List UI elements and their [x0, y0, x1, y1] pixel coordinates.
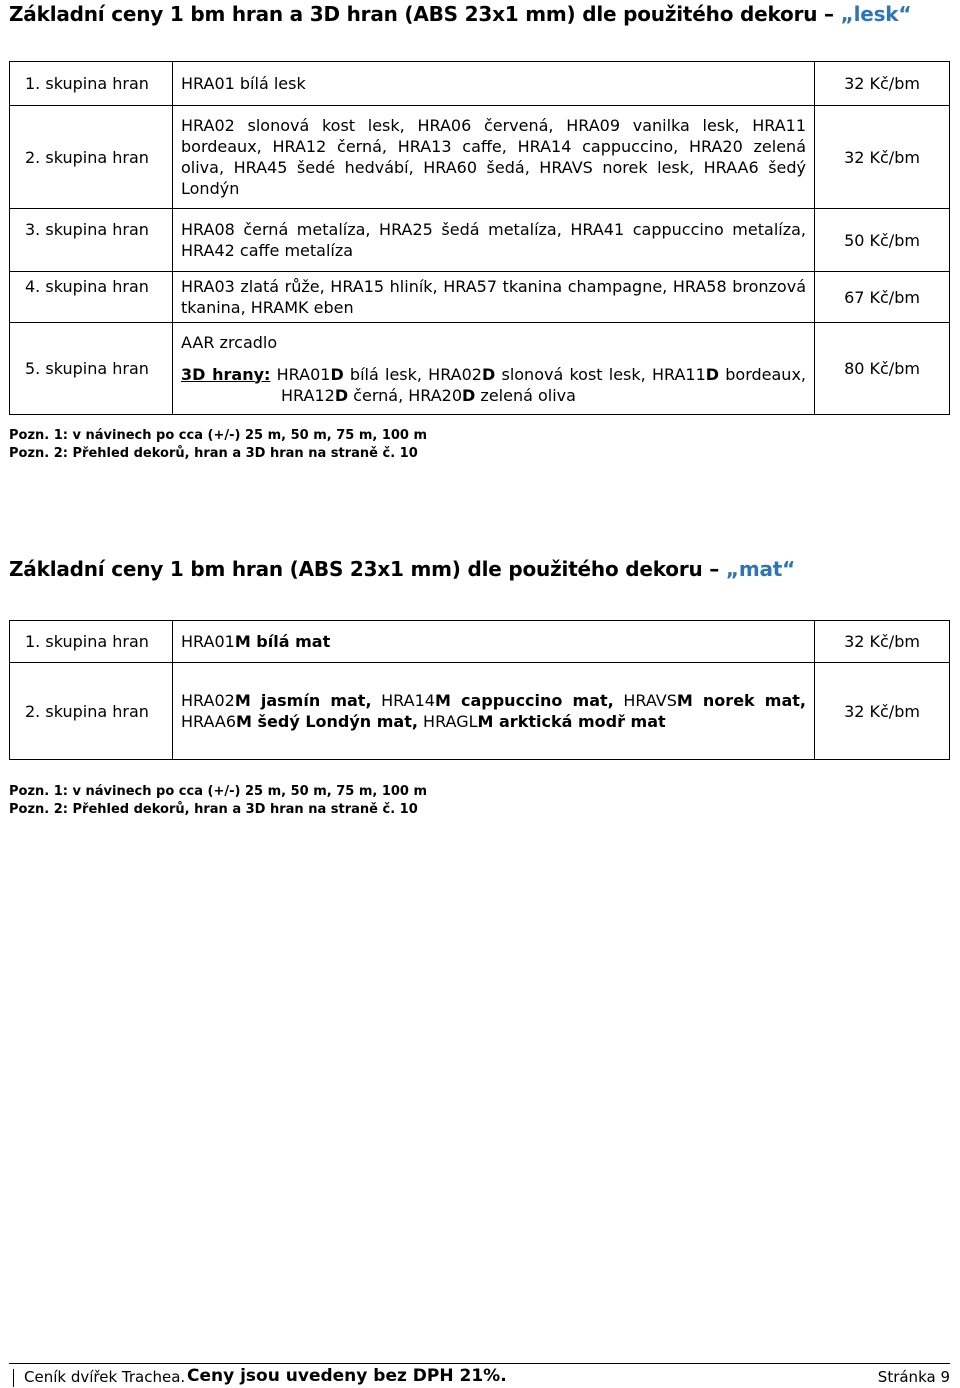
price: 67 Kč/bm — [815, 272, 950, 323]
text: slonová kost lesk, HRA11 — [495, 364, 706, 384]
price: 80 Kč/bm — [815, 323, 950, 415]
3d-label: 3D hrany: — [181, 364, 271, 384]
footer-page-number: Stránka 9 — [877, 1368, 950, 1386]
section2-heading-text: Základní ceny 1 bm hran (ABS 23x1 mm) dle použitého dekoru – — [9, 557, 720, 581]
section1-heading-quote: „lesk“ — [840, 2, 912, 26]
note-2: Pozn. 2: Přehled dekorů, hran a 3D hran na straně č. 10 — [9, 446, 418, 461]
price: 32 Kč/bm — [815, 62, 950, 106]
group-label: 1. skupina hran — [10, 62, 173, 106]
section2-notes — [9, 783, 427, 819]
section1-heading — [9, 2, 911, 26]
gloss-price-table — [9, 61, 950, 415]
note-1: Pozn. 1: v návinech po cca (+/-) 25 m, 50 m, 75 m, 100 m — [9, 428, 428, 443]
group-label: 5. skupina hran — [10, 323, 173, 415]
matte-price-table — [9, 620, 950, 760]
decor-description — [173, 621, 815, 663]
text: D — [481, 364, 496, 384]
footer-divider — [13, 1369, 14, 1387]
section1-heading-text: Základní ceny 1 bm hran a 3D hran (ABS 23x1 mm) dle použitého dekoru – — [9, 2, 834, 26]
decor-description — [173, 323, 815, 415]
decor-description: HRA02 slonová kost lesk, HRA06 červená, HRA09 vanilka lesk, HRA11 bordeaux, HRA12 černá, HRA13 caffe, HRA14 cappuccino, HRA20 zelená oliva, HRA45 šedé hedvábí, HRA60 šedá, HRAVS norek lesk, HRAA6 šedý Londýn — [173, 106, 815, 209]
group-label: 1. skupina hran — [10, 621, 173, 663]
section2-heading — [9, 557, 795, 581]
text: M norek mat, — [676, 691, 806, 710]
text: M bílá mat — [234, 632, 331, 651]
text: D — [462, 385, 476, 405]
note-1: Pozn. 1: v návinech po cca (+/-) 25 m, 50 m, 75 m, 100 m — [9, 784, 428, 799]
decor-description: HRA08 černá metalíza, HRA25 šedá metalíza, HRA41 cappuccino metalíza, HRA42 caffe metalíza — [173, 209, 815, 272]
note-2: Pozn. 2: Přehled dekorů, hran a 3D hran na straně č. 10 — [9, 802, 418, 817]
text: zelená oliva — [475, 385, 576, 405]
text: HRAGL — [417, 712, 478, 731]
text: HRA14 — [371, 691, 435, 710]
text: bordeaux, — [719, 364, 806, 384]
group-label: 2. skupina hran — [10, 106, 173, 209]
text: M šedý Londýn mat, — [236, 712, 418, 731]
page-footer — [9, 1363, 950, 1388]
text: D — [334, 385, 349, 405]
section2-heading-quote: „mat“ — [725, 557, 796, 581]
table-row — [10, 62, 950, 106]
decor-description: HRA01 bílá lesk — [173, 62, 815, 106]
table-row — [10, 323, 950, 415]
text: HRAVS — [613, 691, 677, 710]
price: 32 Kč/bm — [815, 621, 950, 663]
text: D — [705, 364, 720, 384]
text: černá, HRA20 — [348, 385, 463, 405]
table-row — [10, 663, 950, 760]
group-label: 2. skupina hran — [10, 663, 173, 760]
price: 32 Kč/bm — [815, 106, 950, 209]
section1-notes — [9, 427, 427, 463]
table-row — [10, 209, 950, 272]
table-row — [10, 272, 950, 323]
text: HRA01 — [276, 364, 331, 384]
group-label: 3. skupina hran — [10, 209, 173, 272]
footer-vat-note: Ceny jsou uvedeny bez DPH 21%. — [187, 1366, 507, 1386]
text: M cappuccino mat, — [434, 691, 614, 710]
table-row — [10, 106, 950, 209]
price: 50 Kč/bm — [815, 209, 950, 272]
text: HRA02 — [181, 691, 235, 710]
group-label: 4. skupina hran — [10, 272, 173, 323]
text: HRA01 — [181, 632, 235, 651]
3d-line-2 — [181, 385, 806, 406]
text: bílá lesk, HRA02 — [343, 364, 482, 384]
3d-line-1 — [181, 364, 806, 385]
decor-description — [173, 663, 815, 760]
text: M jasmín mat, — [234, 691, 372, 710]
text: D — [330, 364, 344, 384]
footer-document-name: Ceník dvířek Trachea. — [24, 1368, 186, 1386]
decor-description: HRA03 zlatá růže, HRA15 hliník, HRA57 tkanina champagne, HRA58 bronzová tkanina, HRAMK eben — [173, 272, 815, 323]
text: HRA12 — [281, 385, 335, 405]
mirror-line: AAR zrcadlo — [181, 332, 278, 352]
text: HRAA6 — [181, 712, 237, 731]
price: 32 Kč/bm — [815, 663, 950, 760]
table-row — [10, 621, 950, 663]
text: M arktická modř mat — [477, 712, 666, 731]
